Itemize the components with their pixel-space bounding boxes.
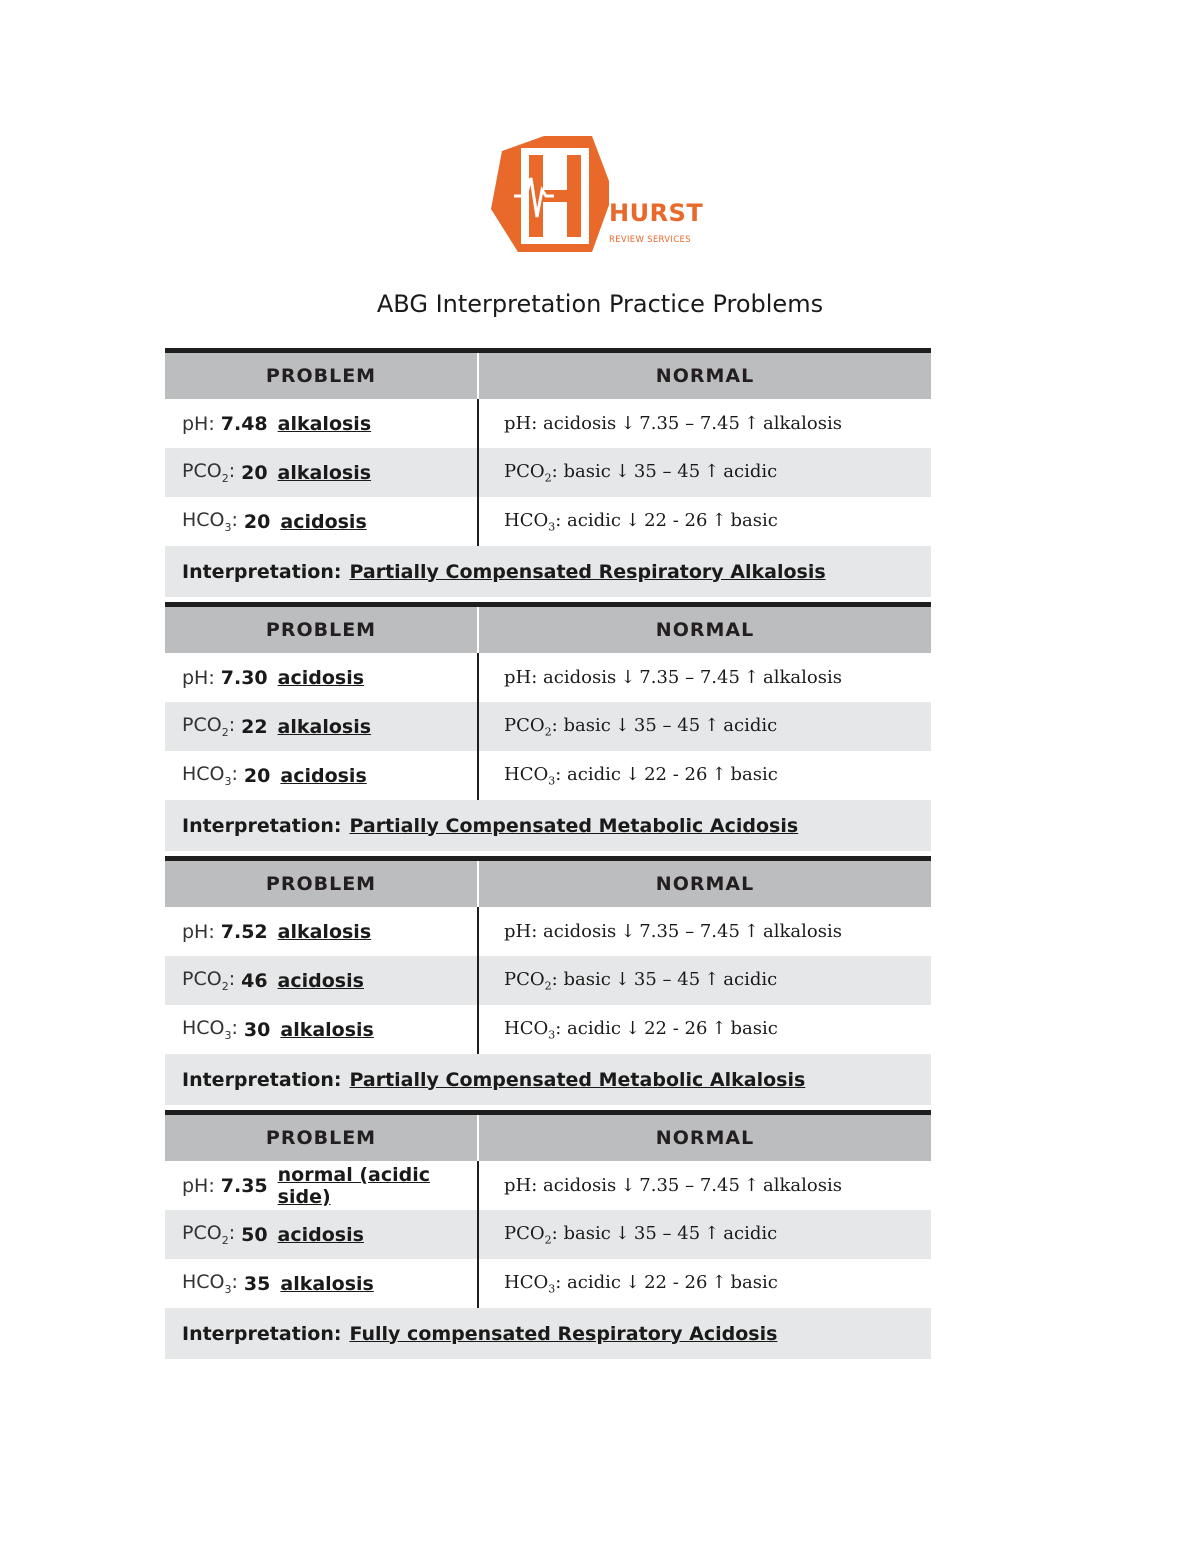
pco2-label: $PCO_2$:	[182, 714, 236, 739]
page-title: ABG Interpretation Practice Problems	[376, 290, 824, 318]
problems-container	[165, 348, 931, 1364]
pco2-normal-cell	[479, 702, 931, 751]
normal-ph-range: 7.35 – 7.45	[639, 667, 740, 688]
hco3-answer: acidosis	[280, 764, 367, 787]
interpretation-label: Interpretation:	[182, 560, 342, 583]
pco2-answer: alkalosis	[277, 461, 372, 484]
hco3-problem-cell	[165, 497, 479, 546]
normal-pco2-high: acidic	[723, 460, 778, 482]
hco3-row	[165, 1005, 931, 1054]
pco2-value: 20	[241, 461, 268, 484]
pco2-value: 50	[241, 1223, 268, 1246]
normal-hco3-high: basic	[730, 1271, 778, 1293]
normal-ph-low: acidosis	[543, 921, 617, 942]
pco2-problem-cell	[165, 702, 479, 751]
arrow-up-icon: ↑	[704, 714, 720, 736]
table-header-row	[165, 607, 931, 653]
normal-pco2-high: acidic	[723, 714, 778, 736]
normal-hco3-low: acidic	[567, 1017, 621, 1039]
hco3-label: $HCO_3$:	[182, 763, 238, 788]
arrow-up-icon: ↑	[743, 667, 759, 688]
normal-ph-label: pH:	[504, 1175, 538, 1196]
ph-label: pH:	[182, 412, 215, 435]
hco3-answer: acidosis	[280, 510, 367, 533]
interpretation-row	[165, 1308, 931, 1359]
interpretation-row	[165, 1054, 931, 1105]
ph-problem-cell	[165, 907, 479, 956]
arrow-down-icon: ↓	[614, 1222, 630, 1244]
normal-ph-high: alkalosis	[763, 921, 842, 942]
pco2-answer: acidosis	[277, 969, 364, 992]
normal-pco2-low: basic	[563, 968, 611, 990]
ph-problem-cell	[165, 399, 479, 448]
ph-row	[165, 399, 931, 448]
normal-pco2-range: 35 – 45	[633, 968, 701, 990]
header-normal: NORMAL	[655, 619, 755, 641]
logo-wordmark: HURST	[609, 199, 704, 227]
hco3-row	[165, 497, 931, 546]
arrow-down-icon: ↓	[620, 921, 636, 942]
problem-block	[165, 856, 931, 1105]
normal-ph-high: alkalosis	[763, 667, 842, 688]
normal-hco3-range: 22 - 26	[644, 1271, 708, 1293]
normal-pco2-range: 35 – 45	[633, 460, 701, 482]
normal-hco3-label: $HCO_3$:	[504, 1017, 562, 1042]
normal-pco2-low: basic	[563, 1222, 611, 1244]
header-normal: NORMAL	[655, 873, 755, 895]
arrow-down-icon: ↓	[624, 509, 641, 531]
normal-hco3-label: $HCO_3$:	[504, 509, 562, 534]
normal-hco3-low: acidic	[567, 1271, 621, 1293]
hco3-normal-cell	[479, 1259, 931, 1308]
pco2-problem-cell	[165, 448, 479, 497]
arrow-up-icon: ↑	[743, 921, 759, 942]
normal-ph-range: 7.35 – 7.45	[639, 413, 740, 434]
ph-problem-cell	[165, 1161, 479, 1210]
normal-hco3-range: 22 - 26	[644, 509, 708, 531]
ph-normal-cell	[479, 1161, 931, 1210]
ph-answer: alkalosis	[277, 920, 372, 943]
logo-subtitle: REVIEW SERVICES	[609, 235, 691, 245]
ph-problem-cell	[165, 653, 479, 702]
pco2-label: $PCO_2$:	[182, 1222, 236, 1247]
normal-ph-label: pH:	[504, 413, 538, 434]
pco2-row	[165, 702, 931, 751]
ph-label: pH:	[182, 1174, 215, 1197]
interpretation-label: Interpretation:	[182, 1322, 342, 1345]
pco2-answer: acidosis	[277, 1223, 364, 1246]
hco3-label: $HCO_3$:	[182, 509, 238, 534]
pco2-row	[165, 448, 931, 497]
interpretation-label: Interpretation:	[182, 1068, 342, 1091]
hurst-logo	[488, 133, 708, 255]
hco3-problem-cell	[165, 751, 479, 800]
normal-pco2-label: $PCO_2$:	[504, 968, 558, 993]
arrow-up-icon: ↑	[711, 1271, 727, 1293]
arrow-up-icon: ↑	[704, 460, 720, 482]
hco3-label: $HCO_3$:	[182, 1271, 238, 1296]
pco2-answer: alkalosis	[277, 715, 372, 738]
hco3-normal-cell	[479, 497, 931, 546]
header-problem: PROBLEM	[165, 861, 479, 907]
hco3-problem-cell	[165, 1259, 479, 1308]
normal-pco2-low: basic	[563, 460, 611, 482]
normal-hco3-range: 22 - 26	[644, 763, 708, 785]
hco3-value: 20	[243, 764, 271, 787]
arrow-down-icon: ↓	[624, 1017, 641, 1039]
ph-label: pH:	[182, 920, 215, 943]
normal-pco2-range: 35 – 45	[633, 1222, 701, 1244]
ph-normal-cell	[479, 907, 931, 956]
pco2-normal-cell	[479, 448, 931, 497]
hco3-normal-cell	[479, 751, 931, 800]
interpretation-row	[165, 800, 931, 851]
arrow-up-icon: ↑	[704, 968, 720, 990]
normal-pco2-label: $PCO_2$:	[504, 460, 558, 485]
hco3-normal-cell	[479, 1005, 931, 1054]
ph-value: 7.48	[220, 412, 268, 435]
header-normal: NORMAL	[655, 365, 755, 387]
ph-answer: acidosis	[277, 666, 365, 689]
normal-ph-label: pH:	[504, 921, 538, 942]
arrow-down-icon: ↓	[620, 1175, 636, 1196]
interpretation-row	[165, 546, 931, 597]
normal-pco2-label: $PCO_2$:	[504, 1222, 558, 1247]
normal-hco3-label: $HCO_3$:	[504, 763, 562, 788]
header-problem: PROBLEM	[165, 1115, 479, 1161]
table-header-row	[165, 1115, 931, 1161]
normal-ph-low: acidosis	[543, 1175, 617, 1196]
interpretation-answer: Partially Compensated Metabolic Acidosis	[349, 814, 799, 837]
arrow-down-icon: ↓	[620, 413, 636, 434]
table-header-row	[165, 861, 931, 907]
header-problem: PROBLEM	[165, 353, 479, 399]
normal-pco2-label: $PCO_2$:	[504, 714, 558, 739]
arrow-up-icon: ↑	[711, 509, 727, 531]
ph-normal-cell	[479, 653, 931, 702]
pco2-label: $PCO_2$:	[182, 968, 236, 993]
hco3-answer: alkalosis	[280, 1272, 374, 1295]
pco2-label: $PCO_2$:	[182, 460, 236, 485]
normal-hco3-range: 22 - 26	[644, 1017, 708, 1039]
pco2-row	[165, 1210, 931, 1259]
normal-pco2-high: acidic	[723, 1222, 778, 1244]
ph-value: 7.35	[220, 1174, 268, 1197]
interpretation-label: Interpretation:	[182, 814, 342, 837]
arrow-down-icon: ↓	[624, 763, 641, 785]
problem-block	[165, 602, 931, 851]
normal-hco3-low: acidic	[567, 763, 621, 785]
interpretation-answer: Partially Compensated Metabolic Alkalosis	[349, 1068, 806, 1091]
ph-row	[165, 1161, 931, 1210]
normal-ph-label: pH:	[504, 667, 538, 688]
pco2-value: 46	[241, 969, 268, 992]
pco2-normal-cell	[479, 1210, 931, 1259]
normal-hco3-label: $HCO_3$:	[504, 1271, 562, 1296]
header-problem: PROBLEM	[165, 607, 479, 653]
ph-value: 7.30	[220, 666, 268, 689]
pco2-value: 22	[241, 715, 268, 738]
arrow-down-icon: ↓	[614, 460, 630, 482]
hco3-problem-cell	[165, 1005, 479, 1054]
arrow-down-icon: ↓	[614, 968, 630, 990]
normal-ph-low: acidosis	[543, 413, 617, 434]
arrow-down-icon: ↓	[614, 714, 630, 736]
arrow-up-icon: ↑	[704, 1222, 720, 1244]
normal-hco3-high: basic	[730, 1017, 778, 1039]
hco3-value: 20	[243, 510, 271, 533]
normal-hco3-low: acidic	[567, 509, 621, 531]
normal-pco2-high: acidic	[723, 968, 778, 990]
normal-ph-range: 7.35 – 7.45	[639, 921, 740, 942]
pco2-problem-cell	[165, 956, 479, 1005]
ph-row	[165, 653, 931, 702]
pco2-normal-cell	[479, 956, 931, 1005]
ph-value: 7.52	[220, 920, 268, 943]
hco3-answer: alkalosis	[280, 1018, 374, 1041]
interpretation-answer: Fully compensated Respiratory Acidosis	[349, 1322, 778, 1345]
normal-ph-range: 7.35 – 7.45	[639, 1175, 740, 1196]
hco3-label: $HCO_3$:	[182, 1017, 238, 1042]
problem-block	[165, 1110, 931, 1359]
hco3-value: 35	[243, 1272, 271, 1295]
problem-block	[165, 348, 931, 597]
arrow-up-icon: ↑	[743, 413, 759, 434]
arrow-up-icon: ↑	[743, 1175, 759, 1196]
table-header-row	[165, 353, 931, 399]
arrow-down-icon: ↓	[624, 1271, 641, 1293]
header-normal: NORMAL	[655, 1127, 755, 1149]
normal-pco2-range: 35 – 45	[633, 714, 701, 736]
hco3-value: 30	[243, 1018, 271, 1041]
interpretation-answer: Partially Compensated Respiratory Alkalosis	[349, 560, 826, 583]
normal-hco3-high: basic	[730, 509, 778, 531]
arrow-down-icon: ↓	[620, 667, 636, 688]
ph-row	[165, 907, 931, 956]
pco2-row	[165, 956, 931, 1005]
normal-hco3-high: basic	[730, 763, 778, 785]
normal-ph-low: acidosis	[543, 667, 617, 688]
ph-answer: alkalosis	[277, 412, 372, 435]
ph-answer: normal (acidic side)	[277, 1163, 430, 1208]
hco3-row	[165, 1259, 931, 1308]
ph-label: pH:	[182, 666, 215, 689]
hco3-row	[165, 751, 931, 800]
arrow-up-icon: ↑	[711, 1017, 727, 1039]
normal-ph-high: alkalosis	[763, 413, 842, 434]
pco2-problem-cell	[165, 1210, 479, 1259]
arrow-up-icon: ↑	[711, 763, 727, 785]
normal-pco2-low: basic	[563, 714, 611, 736]
ph-normal-cell	[479, 399, 931, 448]
normal-ph-high: alkalosis	[763, 1175, 842, 1196]
